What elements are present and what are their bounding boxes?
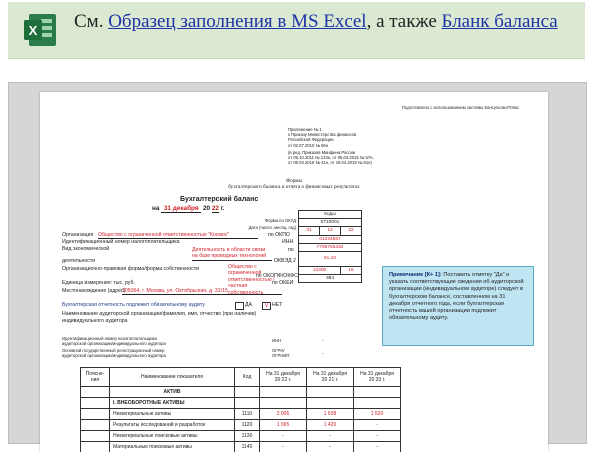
col-header: На 31 декабря 20 22 г. — [260, 368, 307, 387]
forms-title-line: бухгалтерского баланса и отчета о финансовых результатах — [40, 184, 548, 190]
date-month: 12 — [320, 227, 341, 235]
note-text: Поставить отметку "Да" и указать соответствующие сведения об аудиторской организации (индивидуальном аудиторе) следует в бухгалтерском балансе, составленном на 31 декабря отчетного года, если бухгалтерская отчетность вашей организации подлежит обязательному аудиту. — [389, 272, 524, 321]
audit-label: Бухгалтерская отчетность подлежит обязательному аудиту — [62, 302, 205, 308]
activity-label-2: деятельности — [62, 258, 95, 264]
banner-middle: , а также — [367, 11, 437, 32]
row-value: - — [354, 442, 401, 452]
inn-row-label: Идентификационный номер налогоплательщика — [62, 239, 179, 245]
note-title: Примечание [К+ 1]: — [389, 272, 442, 278]
okud-label: Форма по ОКУД — [264, 218, 296, 223]
balance-date-line — [152, 205, 225, 213]
okved-code: 61.10 — [299, 251, 362, 266]
date-year: 22 — [341, 227, 362, 235]
row-value: 1 520 — [354, 409, 401, 420]
appendix-line: Приложение № 1 — [288, 127, 374, 132]
row-code: 1110 — [235, 409, 260, 420]
svg-text:X: X — [29, 23, 38, 38]
inn2-label-line: Идентификационный номер налогоплательщика — [62, 336, 166, 341]
audit-yes-checkbox[interactable] — [235, 302, 244, 310]
okved-label-2: ОКВЭД 2 — [274, 258, 296, 264]
edits-line: от 05.10.2011 № 124н, от 06.04.2015 № 57н, — [288, 155, 374, 160]
appendix-line: от 02.07.2010 № 66н — [288, 143, 374, 148]
table-row — [81, 420, 401, 431]
row-value: 1 420 — [307, 420, 354, 431]
ogrn-value: - — [322, 351, 323, 356]
codes-header: Коды — [299, 211, 362, 219]
info-banner — [8, 2, 585, 59]
table-row — [81, 409, 401, 420]
table-row — [81, 398, 401, 409]
balance-form-link[interactable]: Бланк баланса — [442, 11, 558, 32]
unit-label: Единица измерения: тыс. руб. — [62, 280, 135, 286]
legal-form-label: Организационно-правовая форма/форма собственности — [62, 266, 199, 272]
col-header: Поясне-ния — [81, 368, 110, 387]
subsection-label: I. ВНЕОБОРОТНЫЕ АКТИВЫ — [110, 398, 235, 409]
balance-table — [80, 367, 401, 452]
banner-text — [74, 11, 558, 33]
row-code: 1140 — [235, 442, 260, 452]
okfs-code: 16 — [341, 266, 362, 274]
balance-year: 22 — [212, 205, 219, 213]
year-prefix: 20 — [203, 205, 210, 212]
col-header: На 31 декабря 20 21 г. — [307, 368, 354, 387]
row-value: - — [260, 442, 307, 452]
row-value: 2 006 — [260, 409, 307, 420]
row-value: - — [307, 442, 354, 452]
row-name: Материальные поисковые активы — [110, 442, 235, 452]
corner-note: Подготовлено с использованием системы КонсультантПлюс — [402, 105, 519, 110]
inn2-label — [62, 336, 166, 346]
org-label: Организация — [62, 232, 93, 238]
inn2-value: - — [322, 338, 323, 343]
ogrn-label-line: аудиторской организации/индивидуального аудитора — [62, 353, 166, 358]
row-value: 1 065 — [260, 420, 307, 431]
date-day: 31 — [299, 227, 320, 235]
activity-label: Вид экономической — [62, 246, 109, 252]
row-value: - — [354, 420, 401, 431]
excel-sample-link[interactable]: Образец заполнения в MS Excel — [108, 11, 366, 32]
col-header: Наименование показателя — [110, 368, 235, 387]
row-code: 1130 — [235, 431, 260, 442]
ogrn — [272, 348, 289, 358]
ogrn-label-line: Основной государственный регистрационный номер — [62, 348, 166, 353]
inn2: ИНН — [272, 338, 281, 343]
auditor-label-2: индивидуального аудитора — [62, 318, 128, 324]
address-value: 105064, г. Москва, ул. Октябрьская, д. 31/15 — [122, 288, 282, 295]
row-value: - — [307, 431, 354, 442]
col-header: На 31 декабря 20 20 г. — [354, 368, 401, 387]
inn-code: 7798765432 — [299, 243, 362, 251]
note-comment — [382, 266, 534, 346]
excel-icon — [21, 11, 59, 49]
row-name: Нематериальные активы — [110, 409, 235, 420]
audit-yes-label: ДА — [245, 302, 252, 308]
table-row — [81, 442, 401, 452]
inn2-label-line: аудиторской организации/индивидуального аудитора — [62, 341, 166, 346]
okopf-label: по ОКОПФ/ОКФС — [256, 273, 298, 279]
appendix-line: к Приказу Министерства финансов — [288, 132, 374, 137]
ogrn-line: ОГРН/ — [272, 348, 289, 353]
appendix-block — [288, 127, 374, 165]
row-name: Результаты исследований и разработок — [110, 420, 235, 431]
audit-no-label: НЕТ — [272, 302, 282, 308]
banner-prefix: См. — [74, 11, 103, 32]
edits-line: (в ред. Приказов Минфина России — [288, 150, 374, 155]
balance-date: 31 декабря — [161, 205, 201, 213]
ogrn-label — [62, 348, 166, 358]
year-suffix: г. — [221, 205, 225, 212]
row-name: Нематериальные поисковые активы — [110, 431, 235, 442]
row-code: 1120 — [235, 420, 260, 431]
edits-line: от 06.03.2018 № 41н, от 19.04.2019 № 61н) — [288, 160, 374, 165]
okpo-label: по ОКПО — [268, 232, 290, 238]
codes-table — [298, 210, 362, 283]
table-row — [81, 431, 401, 442]
table-row — [81, 387, 401, 398]
row-value: - — [260, 431, 307, 442]
okei-code: 384 — [299, 275, 362, 283]
legal-form-value: Общество с ограниченной ответственностью / частная собственность — [228, 264, 280, 296]
ogrn-line: ОГРНИП — [272, 353, 289, 358]
section-label: АКТИВ — [110, 387, 235, 398]
okpo-code: 01234567 — [299, 235, 362, 243]
date-label: Дата (число, месяц, год) — [236, 225, 296, 230]
forms-title-line: Формы — [40, 178, 548, 184]
balance-title: Бухгалтерский баланс — [180, 196, 258, 203]
inn-label: ИНН — [282, 239, 293, 245]
forms-title — [40, 178, 548, 191]
address-label: Местонахождение (адрес) — [62, 288, 125, 294]
okud-code: 0710001 — [299, 219, 362, 227]
org-name: Общество с ограниченной ответственностью "Космос" — [98, 232, 258, 239]
auditor-label: Наименование аудиторской организации/фамилия, имя, отчество (при наличии) — [62, 311, 256, 317]
audit-no-checkbox[interactable]: V — [262, 302, 271, 310]
okopf-code: 12300 — [299, 266, 341, 274]
activity-value: Деятельность в области связи на базе проводных технологий — [192, 247, 272, 261]
col-header: Код — [235, 368, 260, 387]
okei-label: по ОКЕИ — [272, 280, 293, 286]
appendix-line: Российской Федерации — [288, 137, 374, 142]
okved-label: по — [288, 247, 294, 253]
balance-sheet-document — [40, 92, 548, 452]
row-value: - — [354, 431, 401, 442]
on-label: на — [152, 205, 159, 212]
row-value: 1 638 — [307, 409, 354, 420]
